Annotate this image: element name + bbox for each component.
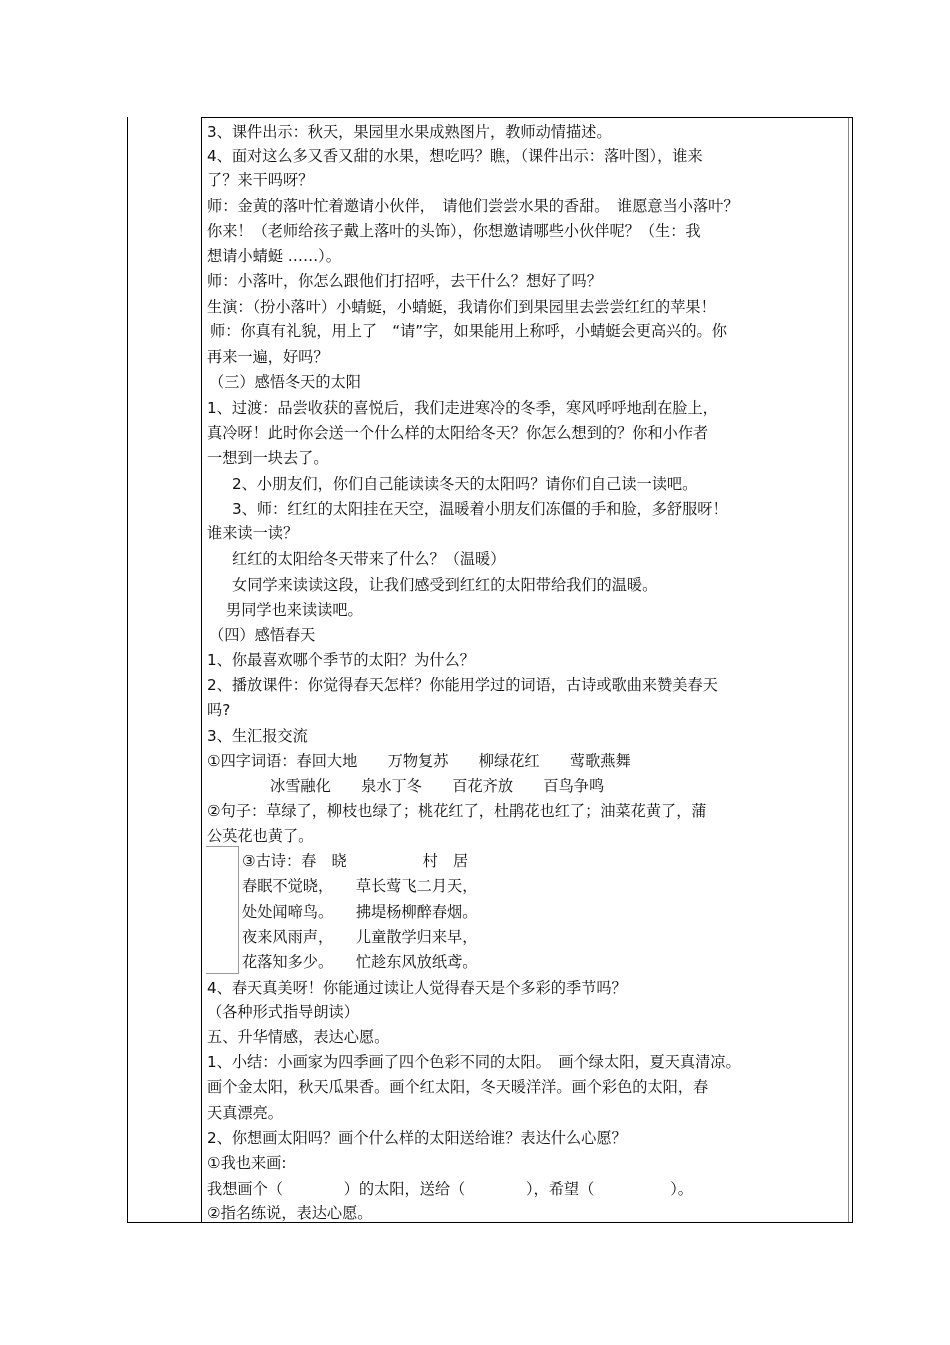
text-line: ②指名练说，表达心愿。 <box>207 1204 373 1222</box>
text-line: （各种形式指导朗读） <box>207 1003 359 1021</box>
poem-title-line: ③古诗：春 晓 村 居 <box>242 852 469 870</box>
text-line: 女同学来读读这段，让我们感受到红红的太阳带给我们的温暖。 <box>232 576 658 594</box>
poem-line: 处处闻啼鸟。 拂堤杨柳醉春烟。 <box>242 903 478 921</box>
text-line: 师：小落叶，你怎么跟他们打招呼，去干什么？想好了吗？ <box>207 272 602 290</box>
poem-line: 花落知多少。 忙趁东风放纸鸢。 <box>242 953 478 971</box>
text-line: ②句子：草绿了，柳枝也绿了；桃花红了，杜鹃花也红了；油菜花黄了，蒲 <box>207 802 707 820</box>
text-line: 冰雪融化 泉水丁冬 百花齐放 百鸟争鸣 <box>270 777 605 795</box>
text-line: 谁来读一读？ <box>207 524 299 542</box>
poem-line: 夜来风雨声， 儿童散学归来早， <box>242 928 478 946</box>
text-line: 你来！（老师给孩子戴上落叶的头饰），你想邀请哪些小伙伴呢？（生：我 <box>207 222 701 240</box>
text-line: 3、课件出示：秋天，果园里水果成熟图片，教师动情描述。 <box>207 123 612 141</box>
text-line: ①四字词语：春回大地 万物复苏 柳绿花红 莺歌燕舞 <box>207 752 631 770</box>
text-line: 3、生汇报交流 <box>207 727 308 745</box>
text-line: 2、播放课件：你觉得春天怎样？你能用学过的词语，古诗或歌曲来赞美春天 <box>207 676 718 694</box>
text-line: 吗? <box>207 701 231 719</box>
text-line: 2、你想画太阳吗？画个什么样的太阳送给谁？表达什么心愿？ <box>207 1129 627 1147</box>
text-line: 1、过渡：品尝收获的喜悦后，我们走进寒冷的冬季，寒风呼呼地刮在脸上， <box>207 399 718 417</box>
text-line: 公英花也黄了。 <box>207 827 314 845</box>
text-line: 师：你真有礼貌，用上了 “请”字，如果能用上称呼，小蜻蜓会更高兴的。你 <box>210 322 727 340</box>
text-line: 1、小结：小画家为四季画了四个色彩不同的太阳。 画个绿太阳，夏天真清凉。 <box>207 1053 741 1071</box>
poem-indent-box <box>206 846 239 974</box>
section-heading: （三）感悟冬天的太阳 <box>209 373 361 391</box>
fill-in-blank-line: 我想画个（ ）的太阳，送给（ ），希望（ ）。 <box>207 1180 693 1198</box>
poem-line: 春眠不觉晓， 草长莺飞二月天， <box>242 877 478 895</box>
table-column-divider <box>201 117 202 1223</box>
text-line: 4、春天真美呀！你能通过读让人觉得春天是个多彩的季节吗？ <box>207 979 627 997</box>
text-line: 再来一遍，好吗？ <box>207 348 329 366</box>
section-heading: 五、升华情感，表达心愿。 <box>207 1028 390 1046</box>
table-left-border <box>127 117 128 1223</box>
text-line: 3、师：红红的太阳挂在天空，温暖着小朋友们冻僵的手和脸，多舒服呀！ <box>232 500 728 518</box>
text-line: 2、小朋友们，你们自己能读读冬天的太阳吗？请你们自己读一读吧。 <box>232 475 698 493</box>
text-line: 红红的太阳给冬天带来了什么？（温暖） <box>232 550 506 568</box>
text-line: 生演：（扮小落叶）小蜻蜓，小蜻蜓，我请你们到果园里去尝尝红红的苹果！ <box>207 298 716 316</box>
text-line: 天真漂亮。 <box>207 1104 283 1122</box>
table-top-border <box>201 117 853 118</box>
text-line: 了？来干吗呀？ <box>207 171 314 189</box>
text-line: 师：金黄的落叶忙着邀请小伙伴， 请他们尝尝水果的香甜。 谁愿意当小落叶？ <box>207 197 739 215</box>
table-right-border <box>852 117 853 1223</box>
text-line: 一想到一块去了。 <box>207 449 329 467</box>
table-inner-right-border <box>848 117 849 1223</box>
text-line: 真冷呀！此时你会送一个什么样的太阳给冬天？你怎么想到的？你和小作者 <box>207 424 709 442</box>
text-line: 想请小蜻蜓 ……）。 <box>207 247 341 265</box>
text-line: 4、面对这么多又香又甜的水果，想吃吗？瞧，（课件出示：落叶图），谁来 <box>207 147 703 165</box>
text-line: ①我也来画: <box>207 1154 287 1172</box>
text-line: 男同学也来读读吧。 <box>226 601 363 619</box>
text-line: 画个金太阳，秋天瓜果香。画个红太阳，冬天暖洋洋。画个彩色的太阳，春 <box>207 1078 709 1096</box>
text-line: 1、你最喜欢哪个季节的太阳？为什么？ <box>207 651 475 669</box>
section-heading: （四）感悟春天 <box>209 626 316 644</box>
